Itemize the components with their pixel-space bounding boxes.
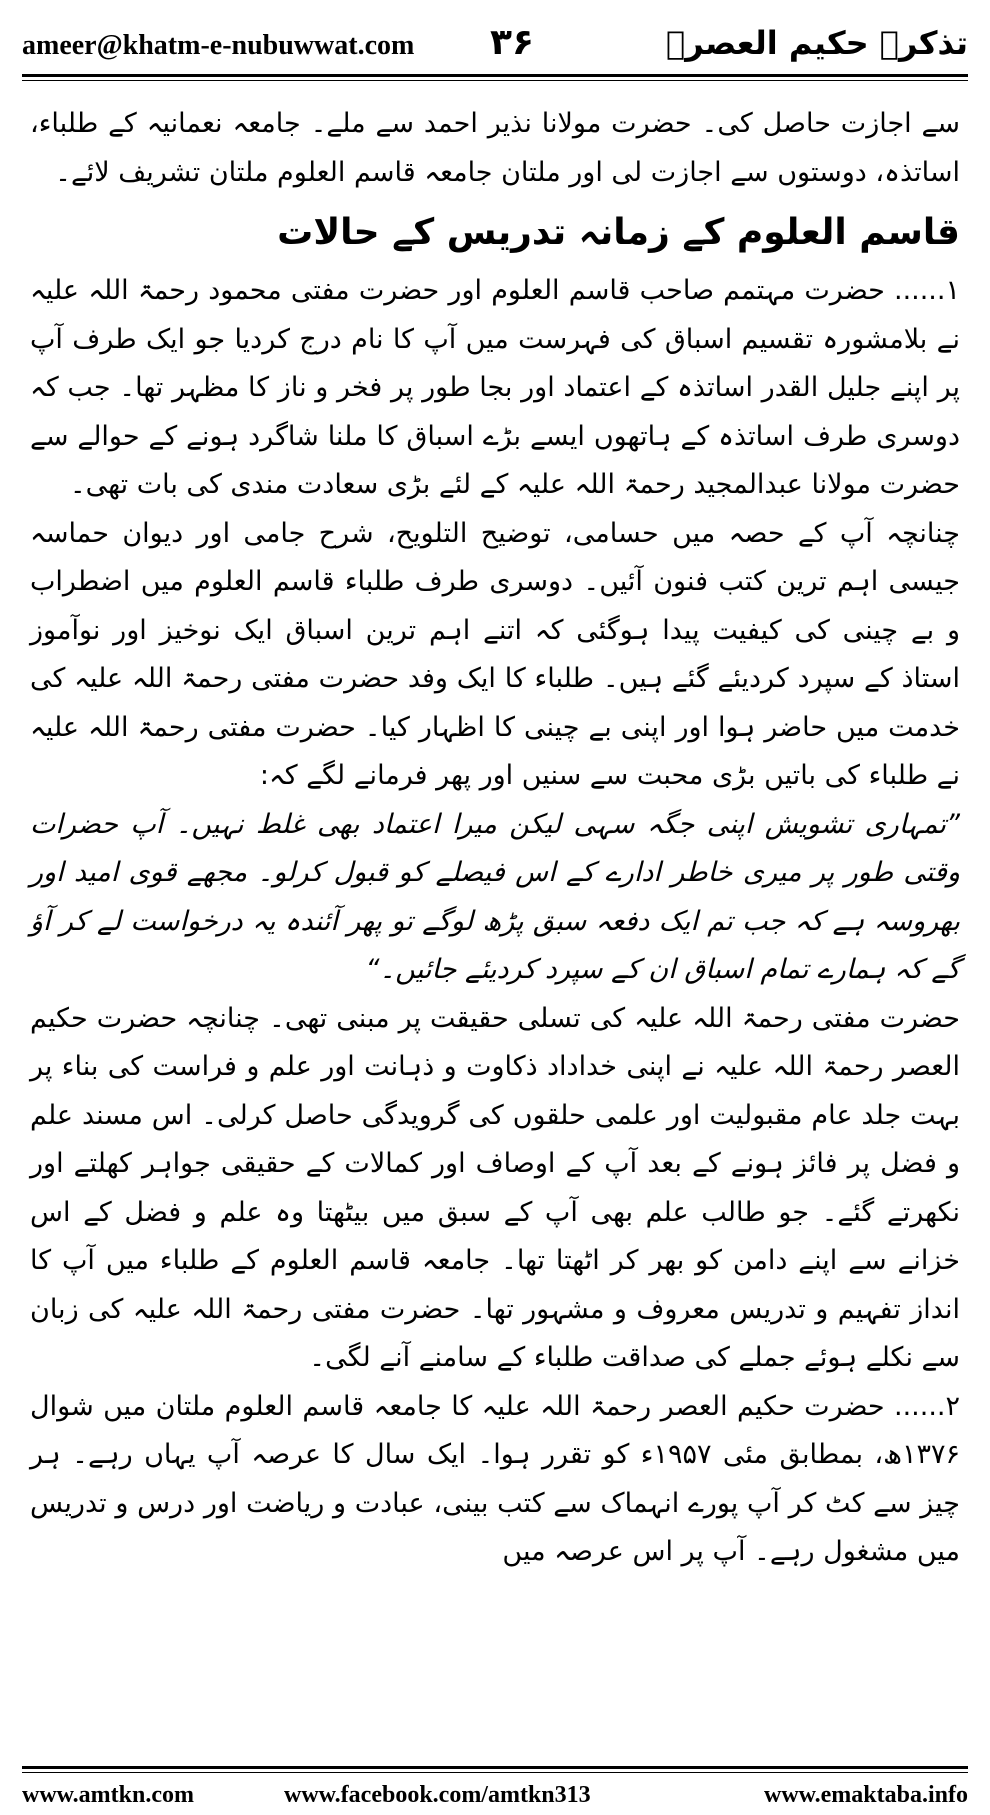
header-rule-thin (22, 80, 968, 81)
header-email: ameer@khatm-e-nubuwwat.com (22, 30, 415, 61)
section-heading: قاسم العلوم کے زمانہ تدریس کے حالات (277, 212, 960, 253)
footer-link-facebook[interactable]: www.facebook.com/amtkn313 (284, 1782, 591, 1808)
paragraph-1: ۱...... حضرت مہتمم صاحب قاسم العلوم اور حضرت مفتی محمود رحمۃ اللہ علیہ نے بلامشورہ تقسیم اسباق کی فہرست میں آپ کا نام درج کردیا جو ایک طرف آپ پر اپنے جلیل القدر اساتذہ کے اعتماد اور بجا طور پر فخر و ناز کا مظہر تھا۔ جب کہ دوسری طرف اساتذہ کے ہاتھوں ایسے بڑے اسباق کا ملنا شاگرد ہونے کے حوالے سے حضرت مولانا عبدالمجید رحمۃ اللہ علیہ کے لئے بڑی سعادت مندی کی بات تھی۔ (30, 275, 960, 500)
page-footer (22, 1782, 968, 1810)
footer-link-amtkn[interactable]: www.amtkn.com (22, 1782, 194, 1808)
paragraph-3: حضرت مفتی رحمۃ اللہ علیہ کی تسلی حقیقت پر مبنی تھی۔ چنانچہ حضرت حکیم العصر رحمۃ اللہ علیہ نے اپنی خداداد ذکاوت و ذہانت اور علم و فراست کی بناء پر بہت جلد عام مقبولیت اور علمی حلقوں کی گرویدگی حاصل کرلی۔ اس مسند علم و فضل پر فائز ہونے کے بعد آپ کے اوصاف اور کمالات کے حقیقی جواہر کھلتے اور نکھرتے گئے۔ جو طالب علم بھی آپ کے سبق میں بیٹھتا وہ علم و فضل کے اس خزانے سے اپنے دامن کو بھر کر اٹھتا تھا۔ جامعہ قاسم العلوم کے طلباء میں آپ کا انداز تفہیم و تدریس معروف و مشہور تھا۔ حضرت مفتی رحمۃ اللہ علیہ کی زبان سے نکلے ہوئے جملے کی صداقت طلباء کے سامنے آنے لگی۔ (30, 1002, 960, 1373)
book-title: تذکرہ حکیم العصرؒ (665, 24, 968, 62)
footer-link-emaktaba[interactable]: www.emaktaba.info (763, 1782, 968, 1808)
paragraph-2: چنانچہ آپ کے حصہ میں حسامی، توضیح التلویح، شرح جامی اور دیوان حماسہ جیسی اہم ترین کتب فنون آئیں۔ دوسری طرف طلباء قاسم العلوم میں اضطراب و بے چینی کی کیفیت پیدا ہوگئی کہ اتنے اہم ترین اسباق ایک نوخیز اور نوآموز استاذ کے سپرد کردیئے گئے ہیں۔ طلباء کا ایک وفد حضرت مفتی رحمۃ اللہ علیہ کی خدمت میں حاضر ہوا اور اپنی بے چینی کا اظہار کیا۔ حضرت مفتی رحمۃ اللہ علیہ نے طلباء کی باتیں بڑی محبت سے سنیں اور پھر فرمانے لگے کہ: (30, 517, 960, 791)
header-rule-thick (22, 74, 968, 77)
page-body (30, 100, 960, 1755)
paragraph-continuation: سے اجازت حاصل کی۔ حضرت مولانا نذیر احمد سے ملے۔ جامعہ نعمانیہ کے طلباء، اساتذہ، دوستوں سے اجازت لی اور ملتان جامعہ قاسم العلوم ملتان تشریف لائے۔ (30, 108, 960, 188)
footer-rule-thin (22, 1772, 968, 1773)
page-number: ۳۶ (490, 22, 534, 63)
footer-rule-thick (22, 1766, 968, 1769)
page-header (22, 14, 968, 74)
quote-paragraph: ”تمہاری تشویش اپنی جگہ سہی لیکن میرا اعتماد بھی غلط نہیں۔ آپ حضرات وقتی طور پر میری خاطر ادارے کے اس فیصلے کو قبول کرلو۔ مجھے قوی امید اور بھروسہ ہے کہ جب تم ایک دفعہ سبق پڑھ لوگے تو پھر آئندہ یہ درخواست لے کر آؤ گے کہ ہمارے تمام اسباق ان کے سپرد کردیئے جائیں۔“ (30, 808, 960, 985)
paragraph-4: ۲...... حضرت حکیم العصر رحمۃ اللہ علیہ کا جامعہ قاسم العلوم ملتان میں شوال ۱۳۷۶ھ، بمطابق مئی ۱۹۵۷ء کو تقرر ہوا۔ ایک سال کا عرصہ آپ یہاں رہے۔ ہر چیز سے کٹ کر آپ پورے انہماک سے کتب بینی، عبادت و ریاضت اور درس و تدریس میں مشغول رہے۔ آپ پر اس عرصہ میں (30, 1390, 960, 1567)
